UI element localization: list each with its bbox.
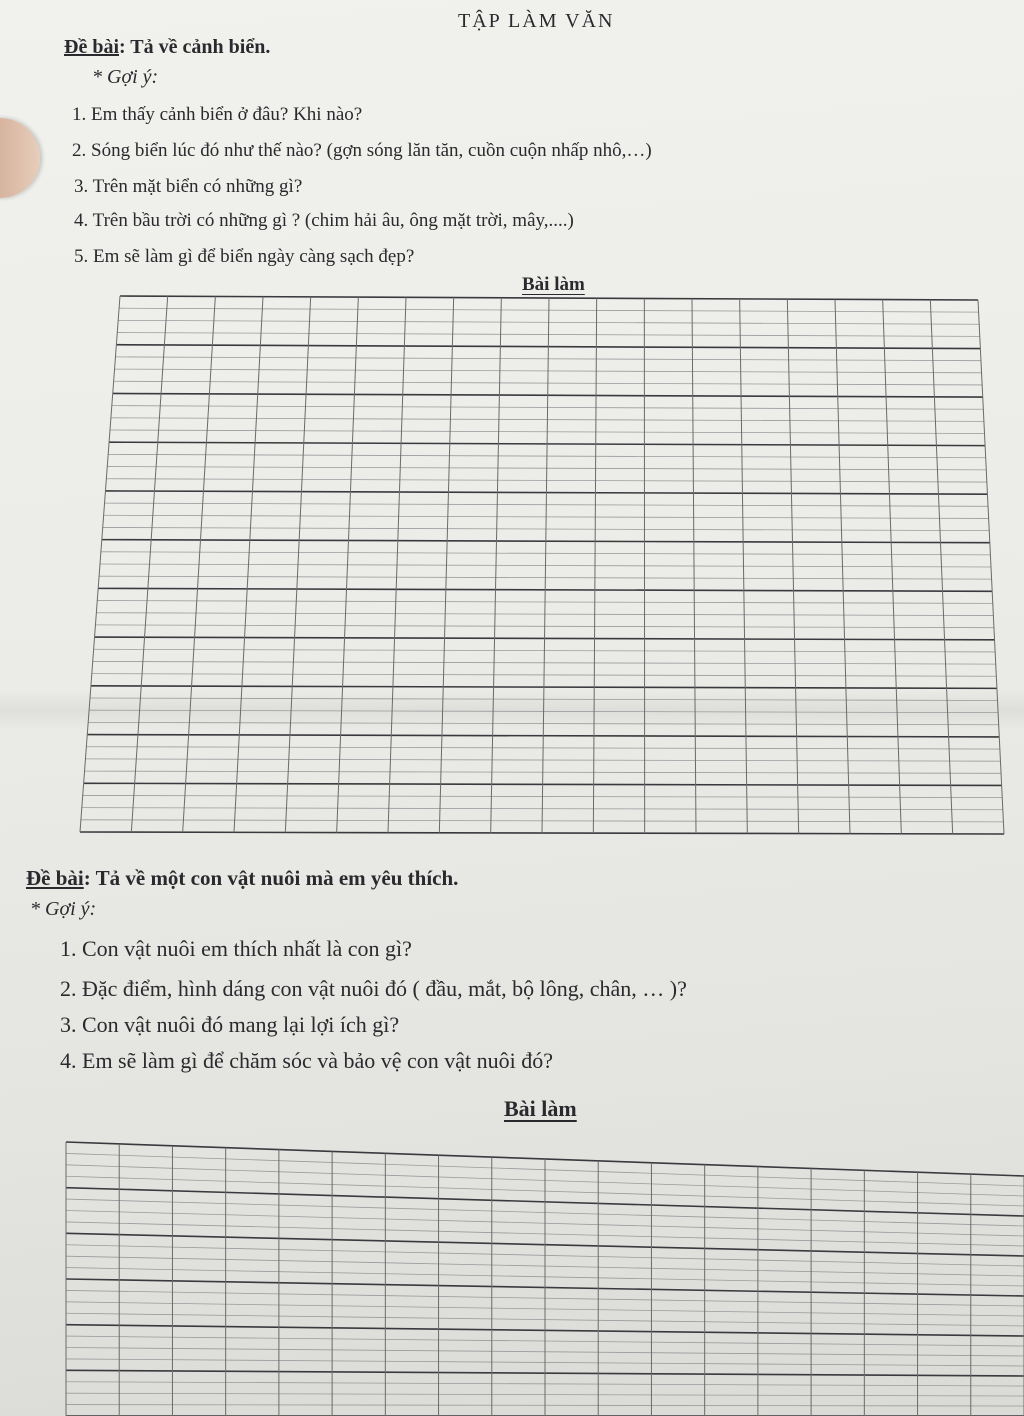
- section1-heading-text: : Tả về cảnh biển.: [119, 36, 271, 58]
- section2-question-3: 3. Con vật nuôi đó mang lại lợi ích gì?: [60, 1012, 400, 1037]
- section1-question-3: 3. Trên mặt biển có những gì?: [74, 176, 303, 197]
- section2-question-2: 2. Đặc điểm, hình dáng con vật nuôi đó ( đầu, mắt, bộ lông, chân, … )?: [60, 976, 687, 1001]
- section1-heading-label: Đề bài: [64, 36, 119, 58]
- section1-hint-label: * Gợi ý:: [92, 66, 159, 88]
- section2-question-4: 4. Em sẽ làm gì để chăm sóc và bảo vệ con vật nuôi đó?: [60, 1048, 554, 1073]
- section2-heading-label: Đề bài: [26, 866, 84, 890]
- section1-question-2: 2. Sóng biển lúc đó như thế nào? (gợn sóng lăn tăn, cuồn cuộn nhấp nhô,…): [72, 140, 652, 161]
- section1-question-1: 1. Em thấy cảnh biển ở đâu? Khi nào?: [72, 104, 363, 125]
- section1-answer-label: Bài làm: [522, 274, 585, 295]
- section2-question-1: 1. Con vật nuôi em thích nhất là con gì?: [60, 936, 412, 961]
- section2-hint-label: * Gợi ý:: [30, 898, 97, 920]
- section2-heading-text: : Tả về một con vật nuôi mà em yêu thích.: [83, 866, 459, 890]
- worksheet-title: TẬP LÀM VĂN: [458, 10, 615, 32]
- section2-answer-label: Bài làm: [504, 1096, 577, 1121]
- section1-question-4: 4. Trên bầu trời có những gì ? (chim hải âu, ông mặt trời, mây,....): [74, 210, 574, 231]
- section1-question-5: 5. Em sẽ làm gì để biển ngày càng sạch đẹp?: [74, 246, 415, 267]
